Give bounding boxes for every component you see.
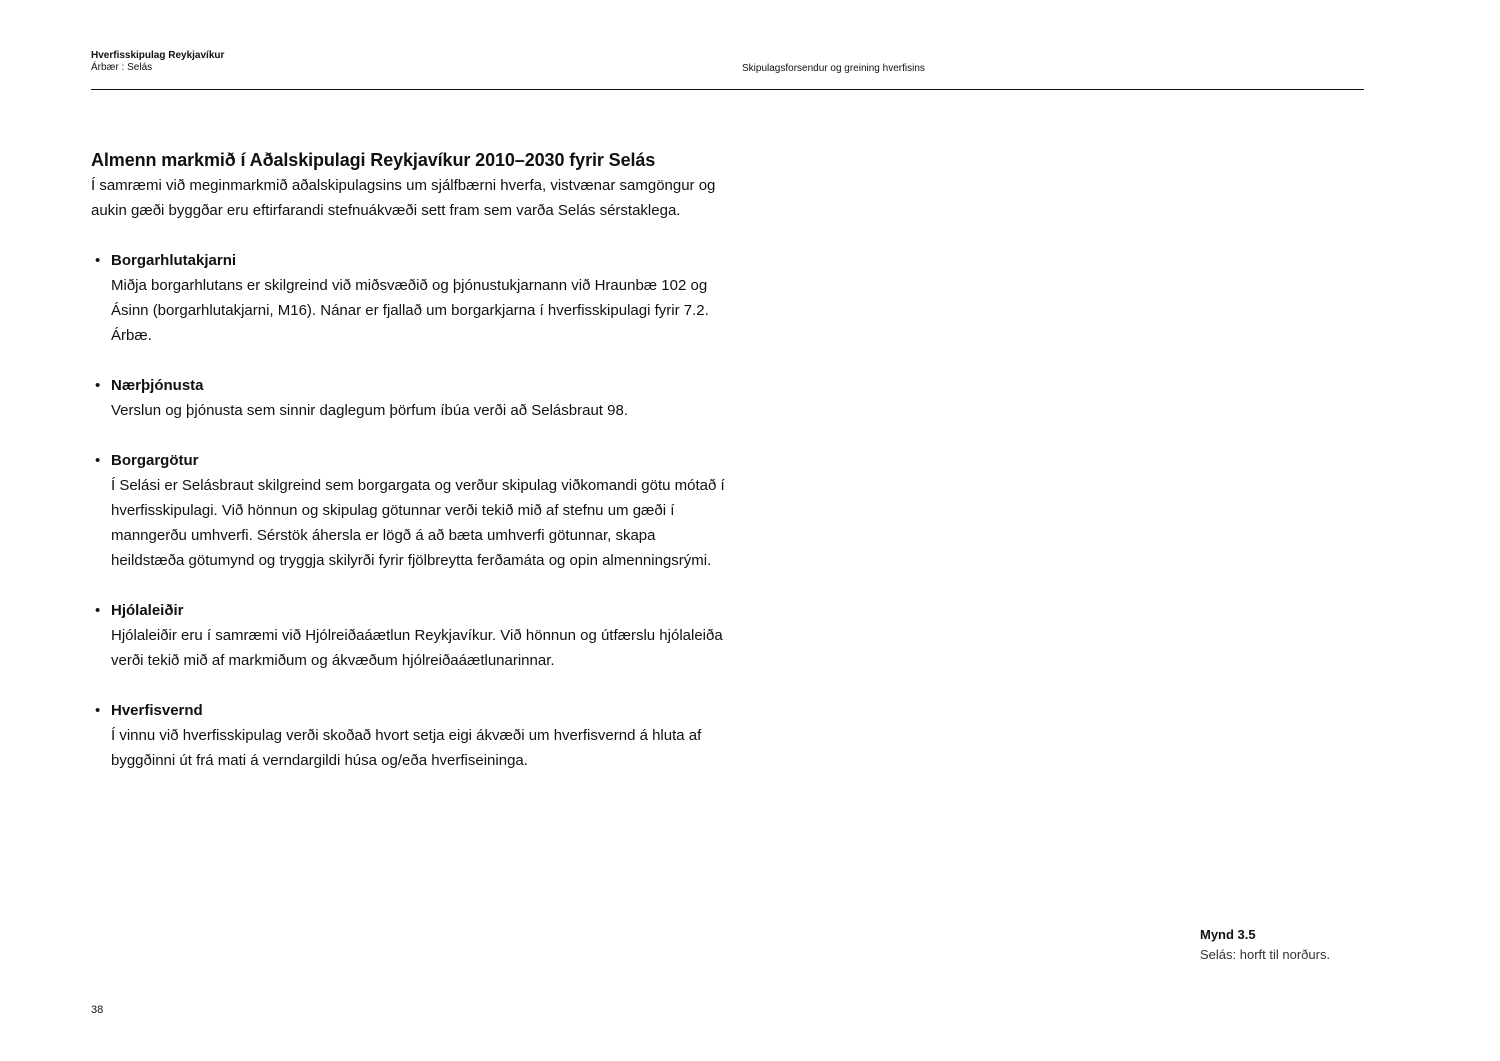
goal-text: Hjólaleiðir eru í samræmi við Hjólreiðaáætlun Reykjavíkur. Við hönnun og útfærslu hjólaleiða verði tekið mið af markmiðum og ákvæðum hjólreiðaáætlunarinnar. [111, 627, 723, 669]
list-item [91, 448, 731, 573]
goal-title: Hjólaleiðir [111, 602, 184, 619]
bullet-icon: • [95, 602, 101, 619]
bullet-icon: • [95, 252, 101, 269]
document-subtitle: Árbær : Selás [91, 62, 153, 73]
goal-title: Borgargötur [111, 452, 199, 469]
goal-text: Í vinnu við hverfisskipulag verði skoðað hvort setja eigi ákvæði um hverfisvernd á hluta af byggðinni út frá mati á verndargildi húsa og/eða hverfiseininga. [111, 727, 702, 769]
goal-title: Nærþjónusta [111, 377, 204, 394]
goal-text: Miðja borgarhlutans er skilgreind við miðsvæðið og þjónustukjarnann við Hraunbæ 102 og Ásinn (borgarhlutakjarni, M16). Nánar er fjallað um borgarkjarna í hverfisskipulagi fyrir 7.2. Árbæ. [111, 277, 709, 344]
bullet-icon: • [95, 452, 101, 469]
figure-description: Selás: horft til norðurs. [1200, 947, 1331, 962]
figure-label: Mynd 3.5 [1200, 927, 1256, 942]
page-number: 38 [91, 1004, 104, 1016]
list-item [91, 698, 731, 773]
document-title: Hverfisskipulag Reykjavíkur [91, 50, 225, 61]
goal-text: Í Selási er Selásbraut skilgreind sem borgargata og verður skipulag viðkomandi götu mótað í hverfisskipulagi. Við hönnun og skipulag götunnar verði tekið mið af stefnu um gæði í manngerðu umhverfi. Sérstök áhersla er lögð á að bæta umhverfi götunnar, skapa heildstæða götumynd og tryggja skilyrði fyrir fjölbreytta ferðamáta og opin almenningsrými. [111, 477, 725, 569]
page-heading: Almenn markmið í Aðalskipulagi Reykjavíkur 2010–2030 fyrir Selás [91, 150, 656, 170]
goal-title: Borgarhlutakjarni [111, 252, 237, 269]
list-item [91, 598, 731, 673]
goals-list [91, 248, 731, 773]
intro-paragraph: Í samræmi við meginmarkmið aðalskipulagsins um sjálfbærni hverfa, vistvænar samgöngur og aukin gæði byggðar eru eftirfarandi stefnuákvæði sett fram sem varða Selás sérstaklega. [91, 177, 716, 219]
goal-text: Verslun og þjónusta sem sinnir daglegum þörfum íbúa verði að Selásbraut 98. [111, 402, 628, 419]
goal-title: Hverfisvernd [111, 702, 203, 719]
section-title: Skipulagsforsendur og greining hverfisins [742, 63, 925, 74]
bullet-icon: • [95, 702, 101, 719]
list-item [91, 248, 731, 348]
figure-caption [1200, 925, 1330, 965]
running-header [91, 50, 224, 74]
main-content [91, 148, 731, 798]
header-divider [91, 89, 1364, 90]
bullet-icon: • [95, 377, 101, 394]
list-item [91, 373, 731, 423]
